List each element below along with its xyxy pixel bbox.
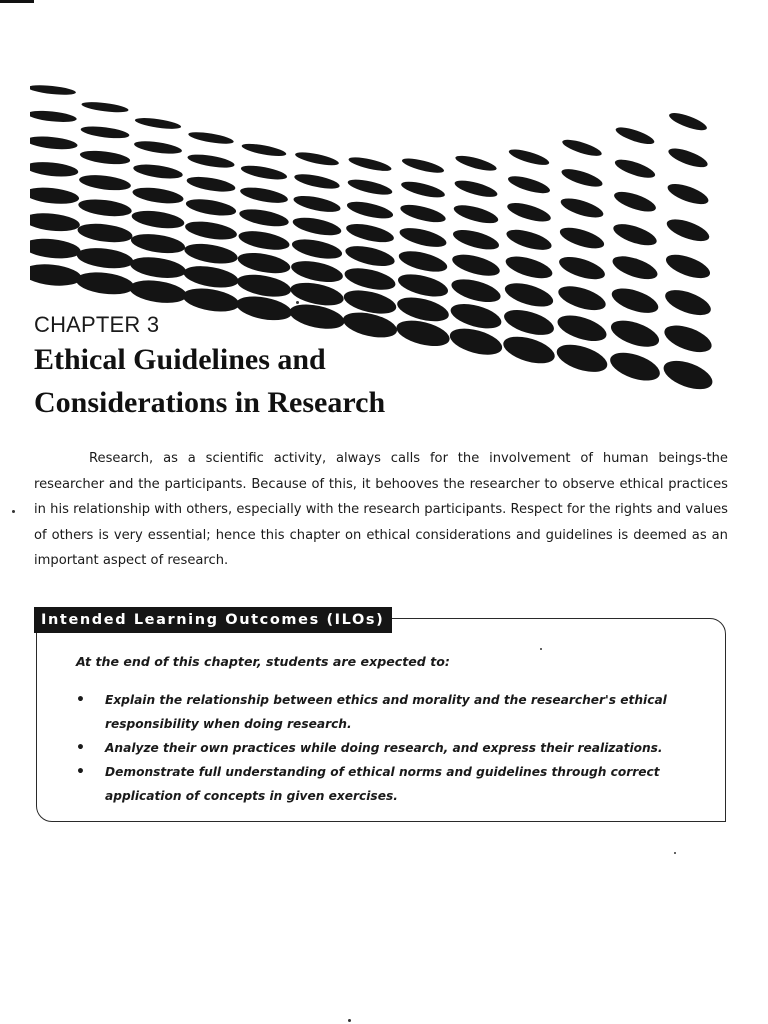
halftone-dot [343, 264, 398, 294]
halftone-dot [501, 305, 556, 340]
halftone-dot [346, 198, 395, 221]
halftone-dot [181, 285, 241, 315]
scan-speck [674, 852, 676, 854]
halftone-dot [449, 275, 503, 307]
halftone-dot [609, 283, 661, 317]
halftone-dot [398, 224, 448, 250]
ilo-item-text: Demonstrate full understanding of ethical norms and guidelines through correct application of concepts in given exercises. [105, 765, 660, 803]
halftone-dot [79, 148, 131, 166]
halftone-dot [182, 263, 240, 291]
halftone-dot [344, 242, 397, 270]
halftone-dot [187, 152, 236, 170]
halftone-dot [237, 228, 291, 253]
halftone-dot [238, 206, 290, 229]
ilo-item-text: Analyze their own practices while doing research, and express their realizations. [105, 741, 663, 755]
halftone-dot [81, 100, 129, 114]
halftone-dot [396, 270, 450, 301]
halftone-dot [560, 166, 605, 191]
halftone-dot [504, 226, 553, 254]
halftone-dot [234, 292, 294, 324]
bullet-icon: • [76, 692, 85, 708]
page-corner-mark [0, 0, 34, 3]
halftone-dot [558, 223, 607, 252]
halftone-dot [663, 250, 713, 283]
halftone-dot [557, 252, 608, 283]
halftone-dot [448, 299, 504, 333]
halftone-dot [185, 196, 237, 218]
halftone-dot [30, 84, 76, 97]
halftone-dot [75, 269, 136, 297]
halftone-dot [186, 174, 237, 194]
ilo-list [76, 688, 721, 808]
halftone-dot [450, 250, 502, 280]
halftone-dot [607, 347, 664, 386]
halftone-dot [287, 300, 346, 333]
halftone-dot [30, 185, 80, 206]
halftone-dot [293, 171, 341, 191]
halftone-dot [128, 277, 188, 306]
halftone-dot [80, 124, 130, 140]
chapter-title [34, 338, 554, 424]
halftone-dot [290, 236, 343, 263]
halftone-dot [614, 124, 656, 147]
chapter-title-line-2: Considerations in Research [34, 386, 386, 419]
halftone-dot [183, 240, 239, 266]
halftone-dot [292, 193, 341, 215]
chapter-title-line-1: Ethical Guidelines and [34, 343, 326, 376]
halftone-dot [610, 252, 660, 284]
halftone-dot [662, 285, 714, 320]
halftone-dot [505, 199, 552, 225]
halftone-dot [341, 308, 400, 342]
halftone-dot [134, 116, 181, 131]
halftone-dot [294, 150, 340, 168]
halftone-dot [30, 211, 81, 234]
halftone-dot [561, 137, 604, 160]
halftone-dot [660, 355, 716, 390]
halftone-dot [453, 177, 499, 200]
halftone-dot [611, 220, 659, 250]
halftone-dot [608, 315, 663, 352]
halftone-dot [342, 286, 399, 318]
ilo-list-item [76, 736, 721, 760]
halftone-dot [30, 262, 83, 289]
halftone-dot [76, 221, 133, 245]
halftone-dot [130, 231, 187, 256]
halftone-dot [241, 141, 287, 158]
halftone-dot [288, 279, 345, 310]
halftone-dot [188, 130, 235, 146]
halftone-dot [665, 180, 711, 208]
halftone-dot [235, 271, 293, 301]
halftone-dot [236, 249, 292, 277]
halftone-dot [400, 178, 446, 200]
halftone-dot [77, 197, 132, 219]
halftone-dot [397, 247, 449, 276]
halftone-dot [239, 185, 289, 206]
halftone-dot [78, 173, 131, 193]
halftone-dot [30, 134, 78, 151]
halftone-dot [452, 202, 500, 227]
halftone-dot [664, 215, 712, 246]
halftone-dot [507, 146, 550, 168]
halftone-dot [661, 320, 715, 357]
halftone-dot [129, 254, 187, 281]
halftone-dot [395, 293, 451, 326]
scan-speck [12, 510, 15, 513]
halftone-dot [30, 236, 82, 261]
scan-speck [348, 1019, 351, 1022]
ilo-item-text: Explain the relationship between ethics and morality and the researcher's ethical responsibility when doing research. [105, 693, 667, 731]
scan-speck [540, 648, 542, 650]
halftone-dot [401, 156, 445, 176]
halftone-dot [345, 220, 396, 245]
halftone-dot [502, 279, 555, 312]
halftone-dot [555, 310, 610, 346]
halftone-dot [612, 188, 658, 216]
chapter-number: CHAPTER 3 [34, 312, 160, 337]
ilo-list-item [76, 688, 721, 736]
scan-speck [296, 301, 299, 304]
halftone-dot [506, 173, 551, 197]
halftone-dot [454, 153, 498, 174]
halftone-dot [347, 155, 392, 174]
halftone-dot [553, 339, 610, 377]
halftone-dot [503, 252, 554, 282]
ilo-list-item [76, 760, 721, 808]
intro-paragraph: Research, as a scientific activity, always calls for the involvement of human beings-the researcher and the participants. Because of this, it behooves the researcher to observe ethical practices in his relationship with others, especially with the research participants. Respect for the rights and values of others is very essential; hence this chapter on ethical considerations and guidelines is deemed as an important aspect of research. [34, 451, 728, 568]
halftone-dot [184, 218, 238, 242]
halftone-dot [133, 139, 182, 156]
ilo-intro: At the end of this chapter, students are expected to: [76, 654, 450, 669]
bullet-icon: • [76, 740, 85, 756]
halftone-dot [76, 245, 135, 271]
halftone-dot [289, 257, 344, 286]
halftone-dot [30, 160, 79, 179]
halftone-dot [291, 214, 342, 238]
halftone-dot [666, 145, 709, 171]
halftone-dot [399, 201, 447, 225]
ilo-heading: Intended Learning Outcomes (ILOs) [34, 607, 392, 633]
bullet-icon: • [76, 764, 85, 780]
halftone-dot [667, 110, 708, 134]
halftone-dot [131, 208, 186, 231]
halftone-dot [613, 156, 657, 182]
halftone-dot [559, 194, 606, 221]
halftone-dot [451, 226, 501, 253]
halftone-dot [556, 281, 609, 315]
halftone-dot [347, 176, 394, 197]
halftone-dot [132, 162, 183, 181]
halftone-dot [240, 163, 288, 182]
halftone-dot [30, 109, 77, 124]
halftone-dot [132, 185, 185, 206]
